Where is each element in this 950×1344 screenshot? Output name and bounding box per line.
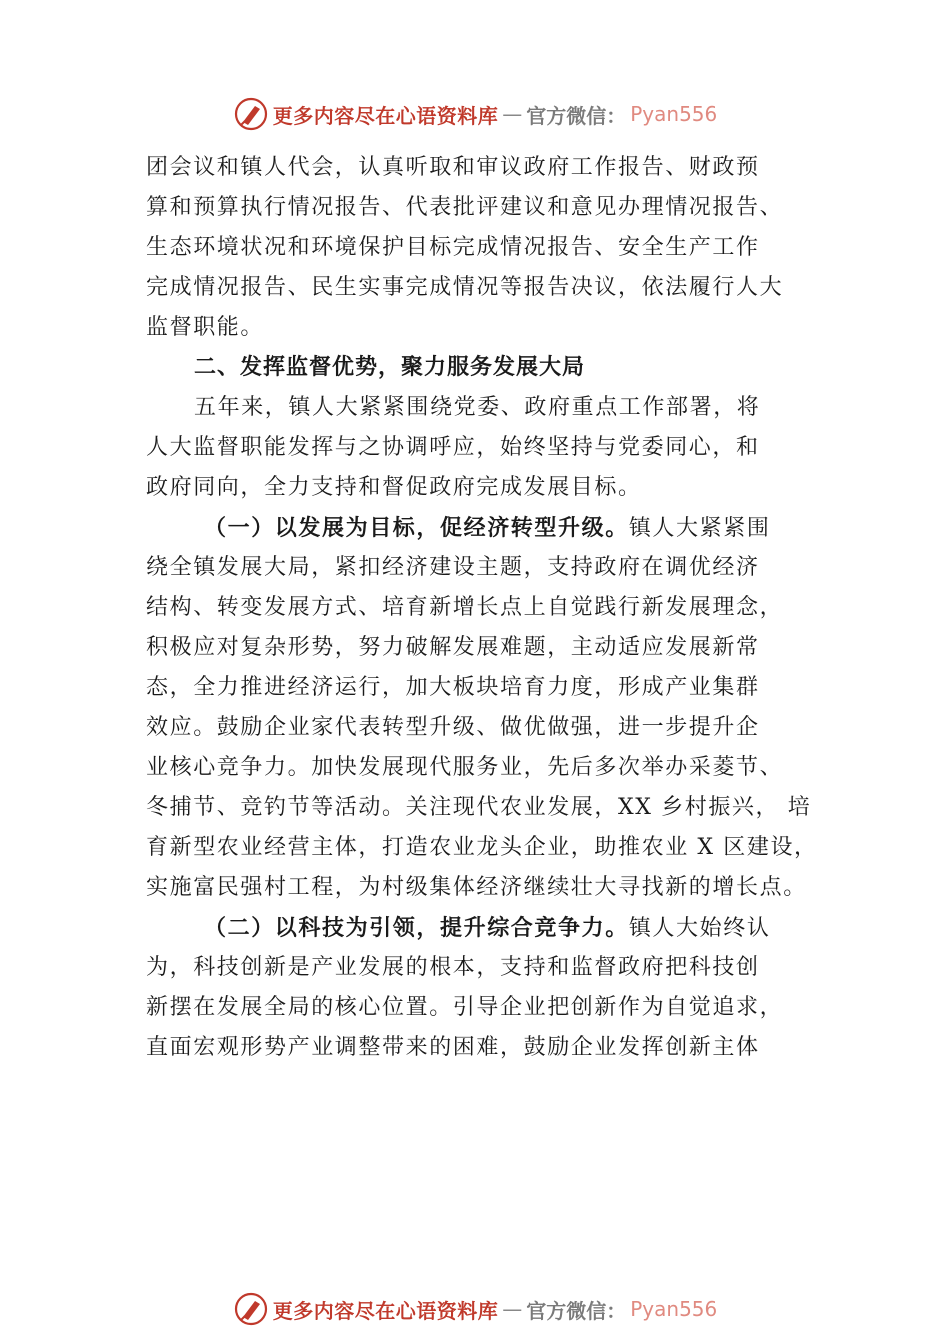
pen-nib-logo-icon <box>233 1291 269 1327</box>
text-line: 绕全镇发展大局，紧扣经济建设主题，支持政府在调优经济 <box>146 555 760 580</box>
text-line: 五年来，镇人大紧紧围绕党委、政府重点工作部署，将 <box>194 395 761 420</box>
banner-middle: 官方微信： <box>526 1298 627 1323</box>
banner-wechat-id: Pyan556 <box>630 102 718 126</box>
subsection-text: 镇人大紧紧围 <box>628 516 771 541</box>
text-line: 业核心竞争力。加快发展现代服务业，先后多次举办采菱节、 <box>146 755 784 780</box>
text-line: 团会议和镇人代会，认真听取和审议政府工作报告、财政预 <box>146 155 760 180</box>
subsection-line <box>146 508 836 548</box>
subsection-text: 镇人大始终认 <box>628 916 771 941</box>
text-line: 监督职能。 <box>146 315 265 340</box>
text-line: 直面宏观形势产业调整带来的困难，鼓励企业发挥创新主体 <box>146 1035 760 1060</box>
text-line: 算和预算执行情况报告、代表批评建议和意见办理情况报告、 <box>146 195 784 220</box>
text-line: 育新型农业经营主体，打造农业龙头企业，助推农业 X 区建设， <box>146 835 818 860</box>
footer-banner <box>0 1289 950 1329</box>
text-line: 态，全力推进经济运行，加大板块培育力度，形成产业集群 <box>146 675 760 700</box>
pen-nib-logo-icon <box>233 96 269 132</box>
text-line: 完成情况报告、民生实事完成情况等报告决议，依法履行人大 <box>146 275 784 300</box>
section-heading: 二、发挥监督优势，聚力服务发展大局 <box>194 355 586 380</box>
banner-prefix: 更多内容尽在心语资料库 <box>272 103 499 128</box>
text-line: 冬捕节、竞钓节等活动。关注现代农业发展，XX 乡村振兴， 培 <box>146 795 812 820</box>
banner-wechat-id: Pyan556 <box>630 1297 718 1321</box>
banner-dash: — <box>502 102 523 126</box>
banner-prefix: 更多内容尽在心语资料库 <box>272 1298 499 1323</box>
subsection-title: （一）以发展为目标，促经济转型升级。 <box>204 515 629 541</box>
header-banner <box>0 94 950 134</box>
text-line: 生态环境状况和环境保护目标完成情况报告、安全生产工作 <box>146 235 760 260</box>
document-body <box>146 148 836 1068</box>
text-line: 实施富民强村工程，为村级集体经济继续壮大寻找新的增长点。 <box>146 875 807 900</box>
text-line: 新摆在发展全局的核心位置。引导企业把创新作为自觉追求， <box>146 995 784 1020</box>
banner-dash: — <box>502 1297 523 1321</box>
subsection-line <box>146 908 836 948</box>
text-line: 政府同向，全力支持和督促政府完成发展目标。 <box>146 475 642 500</box>
text-line: 为，科技创新是产业发展的根本，支持和监督政府把科技创 <box>146 955 760 980</box>
banner-middle: 官方微信： <box>526 103 627 128</box>
text-line: 效应。鼓励企业家代表转型升级、做优做强，进一步提升企 <box>146 715 760 740</box>
text-line: 结构、转变发展方式、培育新增长点上自觉践行新发展理念， <box>146 595 784 620</box>
text-line: 积极应对复杂形势，努力破解发展难题，主动适应发展新常 <box>146 635 760 660</box>
text-line: 人大监督职能发挥与之协调呼应，始终坚持与党委同心，和 <box>146 435 760 460</box>
subsection-title: （二）以科技为引领，提升综合竞争力。 <box>204 915 629 941</box>
